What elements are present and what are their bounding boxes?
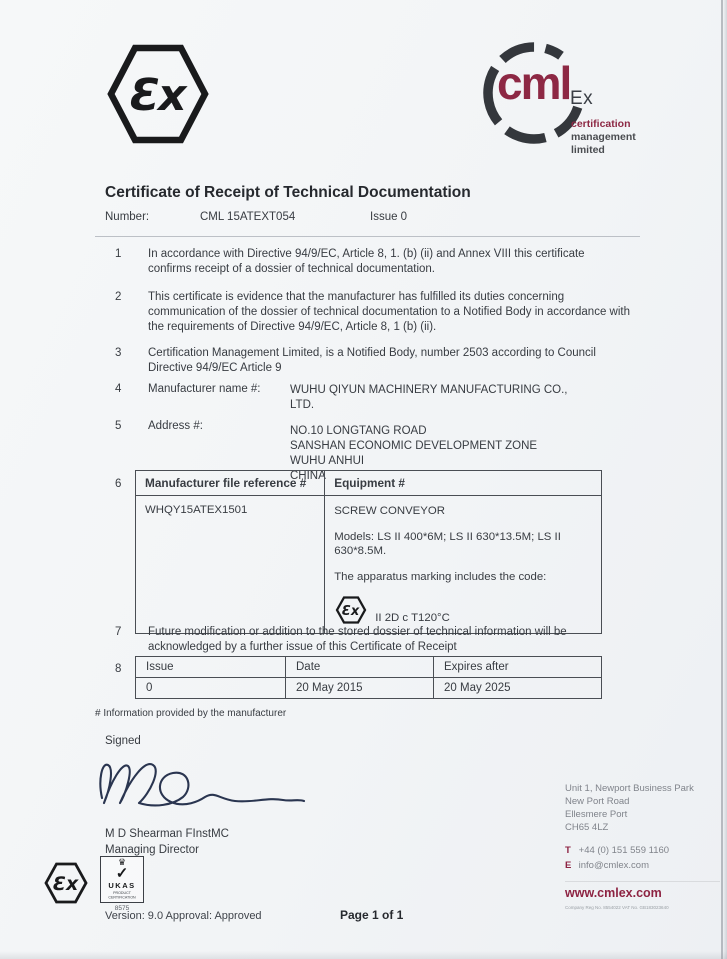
ukas-name: UKAS xyxy=(108,881,136,890)
file-table-header-row xyxy=(136,471,601,496)
clause-3-text: Certification Management Limited, is a Notified Body, number 2503 according to Council Directive 94/9/EC Article 9 xyxy=(148,347,596,374)
clause-1-text: In accordance with Directive 94/9/EC, Article 8, 1. (b) (ii) and Annex VIII this certificate confirms receipt of a dossier of technical documentation. xyxy=(148,248,585,275)
clause-2-text: This certificate is evidence that the manufacturer has fulfilled its duties concerning communication of the dossier of technical documentation to a Notified Body in accordance with the requirements of Directive 94/9/EC, Article 8, 1 (b) (ii). xyxy=(148,291,630,333)
file-ref-header: Manufacturer file reference # xyxy=(136,471,325,495)
cml-wordmark: cml xyxy=(497,57,571,109)
clause-7-number: 7 xyxy=(115,626,122,638)
address-line-4: CHINA xyxy=(290,470,326,482)
expires-header: Expires after xyxy=(444,661,509,673)
scan-edge-fade xyxy=(723,0,727,959)
cml-ex-label: Ex xyxy=(570,88,594,109)
crown-icon: ♛ xyxy=(117,857,127,867)
website-url: www.cmlex.com xyxy=(565,881,720,900)
contact-address-line-4: CH65 4LZ xyxy=(565,822,609,833)
cml-logo xyxy=(480,36,655,156)
atex-ex-mark-text: Ɛx xyxy=(129,70,185,121)
equipment-header: Equipment # xyxy=(334,476,405,490)
clause-7-text: Future modification or addition to the stored dossier of technical information will be acknowledged by a further issue of this Certificate of Receipt xyxy=(148,626,567,653)
footer-ex-hexagon-logo xyxy=(42,860,90,906)
ukas-number: 8575 xyxy=(114,905,130,912)
clause-3-number: 3 xyxy=(115,347,122,359)
page-number: Page 1 of 1 xyxy=(340,908,404,922)
checkmark-icon: ✓ xyxy=(115,865,129,882)
marking-code: II 2D c T120°C xyxy=(375,612,450,624)
signatory-title: Managing Director xyxy=(105,844,199,856)
certificate-number: CML 15ATEXT054 xyxy=(200,211,296,223)
phone-row xyxy=(565,843,720,858)
ukas-mark xyxy=(100,856,144,912)
issue-header: Issue xyxy=(136,657,286,677)
manufacturer-name-label: Manufacturer name #: xyxy=(148,383,261,395)
contact-address-line-1: Unit 1, Newport Business Park xyxy=(565,783,694,794)
cml-subtitle-line1: certification xyxy=(571,118,631,130)
signed-label: Signed xyxy=(105,735,141,747)
ukas-box xyxy=(100,856,144,903)
email-label: E xyxy=(565,860,572,871)
manufacturer-name-value: WUHU QIYUN MACHINERY MANUFACTURING CO., LTD. xyxy=(290,384,568,411)
cml-subtitle-line2: management xyxy=(571,131,636,143)
atex-ex-hexagon-logo xyxy=(103,40,213,148)
equipment-cell xyxy=(325,496,601,633)
address-line-2: SANSHAN ECONOMIC DEVELOPMENT ZONE xyxy=(290,440,538,452)
clause-4-number: 4 xyxy=(115,383,122,395)
scan-edge-line xyxy=(721,0,723,959)
clause-2-number: 2 xyxy=(115,291,122,303)
issue-value: 0 xyxy=(136,678,286,698)
clause-5-number: 5 xyxy=(115,420,122,432)
contact-address-line-2: New Port Road xyxy=(565,796,630,807)
expires-value: 20 May 2025 xyxy=(444,682,511,694)
issue-table-header-row xyxy=(136,657,601,677)
file-table-body-row xyxy=(136,496,601,633)
ex-hexagon-icon xyxy=(334,595,368,625)
file-reference-table xyxy=(135,470,602,634)
version-approval-line: Version: 9.0 Approval: Approved xyxy=(105,910,262,922)
cml-subtitle-line3: limited xyxy=(571,144,605,156)
scan-edge-bottom xyxy=(0,951,727,959)
issue-table xyxy=(135,656,602,699)
date-value: 20 May 2015 xyxy=(286,678,434,698)
page-title: Certificate of Receipt of Technical Documentation xyxy=(105,184,471,201)
equipment-models: Models: LS II 400*6M; LS II 630*13.5M; LS II 630*8.5M. xyxy=(334,530,561,557)
cml-subtitle xyxy=(571,118,636,157)
issue-number: Issue 0 xyxy=(370,211,408,223)
address-line-3: WUHU ANHUI xyxy=(290,455,365,467)
phone-number: +44 (0) 151 559 1160 xyxy=(578,845,670,856)
company-registration-line: Company Reg No. 8554022 VAT No. GB183023640 xyxy=(565,905,669,910)
ukas-subtitle: PRODUCT CERTIFICATION xyxy=(108,890,136,900)
clause-8-number: 8 xyxy=(115,663,122,675)
contact-address-line-3: Ellesmere Port xyxy=(565,809,628,820)
signature-scribble xyxy=(95,752,310,816)
equipment-name: SCREW CONVEYOR xyxy=(334,505,445,517)
contact-block xyxy=(565,782,720,910)
date-header: Date xyxy=(286,657,434,677)
clause-6-number: 6 xyxy=(115,478,122,490)
marking-intro: The apparatus marking includes the code: xyxy=(334,570,547,583)
address-line-1: NO.10 LONGTANG ROAD xyxy=(290,425,427,437)
address-label: Address #: xyxy=(148,420,203,432)
signatory-name: M D Shearman FInstMC xyxy=(105,828,229,840)
clause-1-number: 1 xyxy=(115,248,122,260)
email-row xyxy=(565,858,720,873)
manufacturer-footnote: # Information provided by the manufacturer xyxy=(95,708,287,719)
phone-label: T xyxy=(565,845,571,856)
ex-hexagon-icon-text: Ɛx xyxy=(341,604,360,619)
footer-ex-mark-text: Ɛx xyxy=(52,873,79,895)
marking-code-row xyxy=(334,595,592,625)
header-rule xyxy=(95,236,640,237)
file-ref-value: WHQY15ATEX1501 xyxy=(136,496,325,633)
number-label: Number: xyxy=(105,211,150,223)
issue-table-data-row xyxy=(136,677,601,698)
email-address: info@cmlex.com xyxy=(578,860,649,871)
